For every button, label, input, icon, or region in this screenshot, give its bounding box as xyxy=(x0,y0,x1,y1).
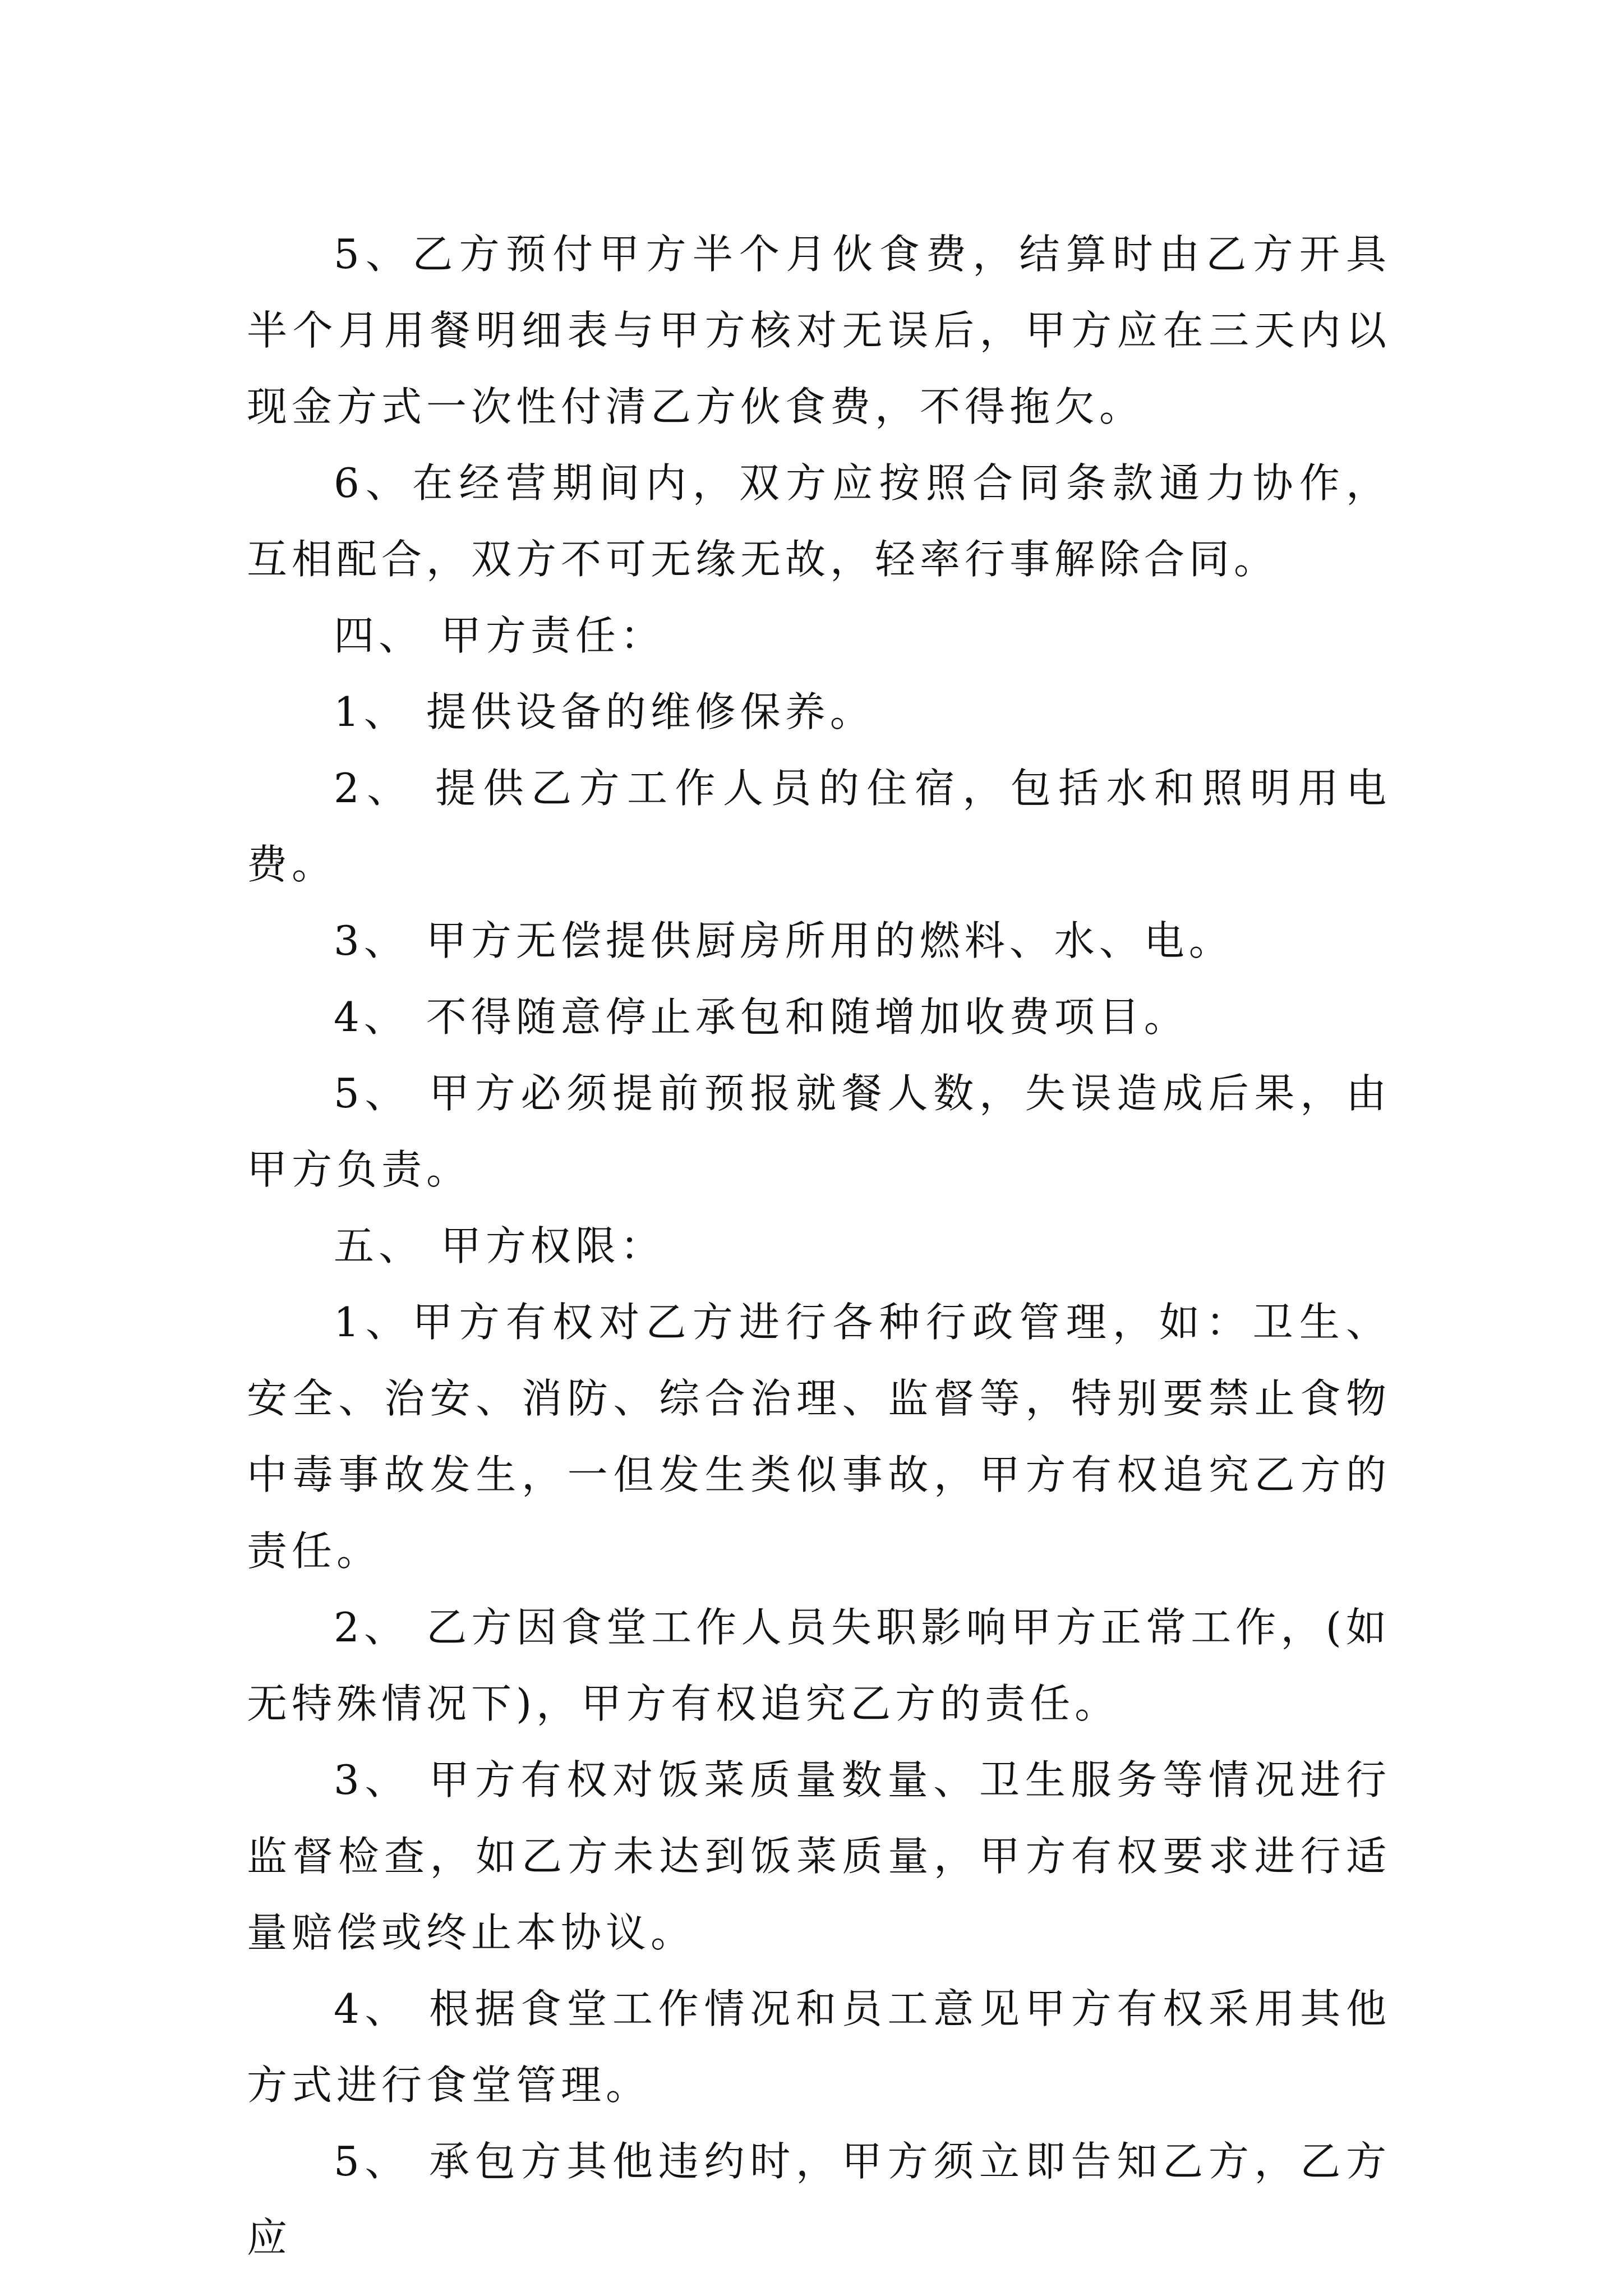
responsibility-item-3: 3、 甲方无偿提供厨房所用的燃料、水、电。 xyxy=(334,917,1234,964)
responsibility-item-4: 4、 不得随意停止承包和随增加收费项目。 xyxy=(334,993,1189,1041)
section-heading-party-a-responsibility: 四、 甲方责任： xyxy=(334,612,665,659)
authority-item-1: 1、甲方有权对乙方进行各种行政管理，如：卫生、安全、治安、消防、综合治理、监督等，特别要禁止食物中毒事故发生，一但发生类似事故，甲方有权追究乙方的责任。 xyxy=(247,1299,1391,1575)
authority-item-2: 2、 乙方因食堂工作人员失职影响甲方正常工作，(如无特殊情况下)，甲方有权追究乙方的责任。 xyxy=(247,1604,1391,1727)
responsibility-item-1: 1、 提供设备的维修保养。 xyxy=(334,688,875,735)
authority-item-3: 3、 甲方有权对饭菜质量数量、卫生服务等情况进行监督检查，如乙方未达到饭菜质量，甲方有权要求进行适量赔偿或终止本协议。 xyxy=(247,1756,1391,1956)
document-body xyxy=(247,216,1391,2276)
authority-item-5: 5、 承包方其他违约时，甲方须立即告知乙方，乙方应 xyxy=(247,2138,1391,2261)
section-heading-party-a-authority: 五、 甲方权限： xyxy=(334,1222,665,1269)
responsibility-item-2: 2、 提供乙方工作人员的住宿，包括水和照明用电费。 xyxy=(247,765,1391,888)
paragraph-cooperation: 6、在经营期间内，双方应按照合同条款通力协作，互相配合，双方不可无缘无故，轻率行事解除合同。 xyxy=(247,459,1391,583)
responsibility-item-5: 5、 甲方必须提前预报就餐人数，失误造成后果，由甲方负责。 xyxy=(247,1070,1391,1193)
authority-item-4: 4、 根据食堂工作情况和员工意见甲方有权采用其他方式进行食堂管理。 xyxy=(247,1985,1391,2109)
paragraph-prepayment: 5、乙方预付甲方半个月伙食费，结算时由乙方开具半个月用餐明细表与甲方核对无误后，甲方应在三天内以现金方式一次性付清乙方伙食费，不得拖欠。 xyxy=(247,231,1391,430)
